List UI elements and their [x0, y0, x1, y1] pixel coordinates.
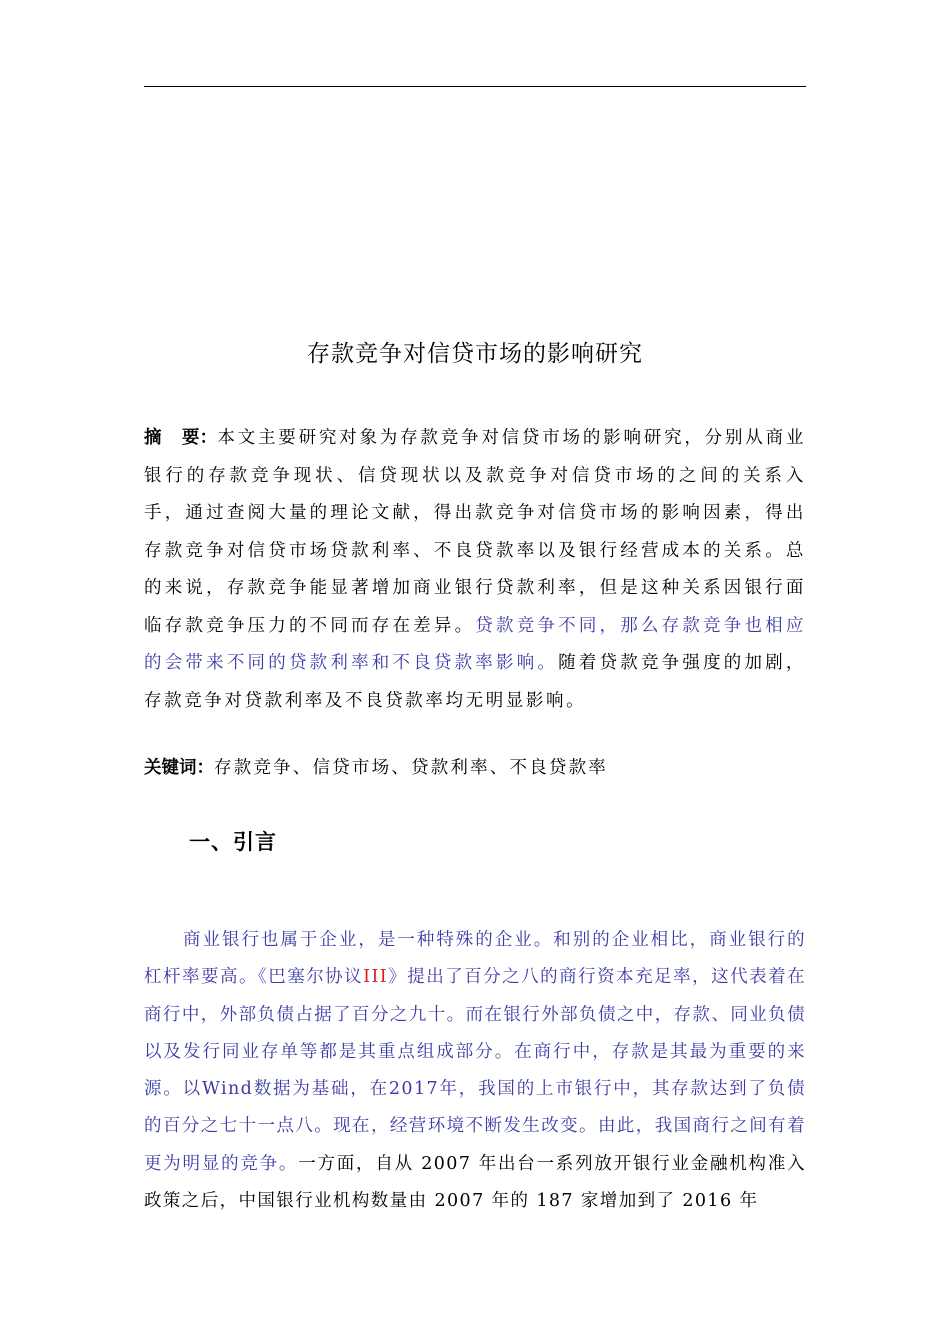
header-rule	[144, 86, 806, 87]
intro-text-red-numeral: III	[363, 967, 389, 988]
abstract-label-part-1: 摘	[144, 428, 162, 448]
intro-text-black: 一方面，自从 2007 年出台一系列放开银行业金融机构准入政策之后，中国银行业机构数量由 2007 年的 187 家增加到了 2016 年	[144, 1153, 807, 1212]
document-title: 存款竞争对信贷市场的影响研究	[307, 341, 643, 367]
intro-text-blue-2: 》提出了百分之八的商行资本充足率，这代表着在商行中，外部负债占据了百分之九十。而在银行外部负债之中，存款、同业负债以及发行同业存单等都是其重点组成部分。在商行中，存款是其最为重要的来源。以Wind数据为基础，在2017年，我国的上市银行中，其存款达到了负债的百分之七十一点八。现在，经营环境不断发生改变。由此，我国商行之间有着更为明显的竞争。	[144, 967, 806, 1174]
section-heading-introduction: 一、引言	[189, 830, 277, 854]
abstract-label-part-2: 要：	[181, 428, 218, 448]
abstract-text-highlight: 贷款竞争不同，那么存款竞争也相应的会带来不同的贷款利率和不良贷款率影响。	[144, 615, 806, 673]
abstract-label	[144, 428, 217, 448]
introduction-paragraph	[144, 922, 806, 1220]
intro-text-blue-1: 商业银行也属于企业，是一种特殊的企业。和别的企业相比，商业银行的杠杆率要高。《巴塞尔协议	[144, 930, 806, 988]
abstract-text-1: 本文主要研究对象为存款竞争对信贷市场的影响研究，分别从商业银行的存款竞争现状、信贷现状以及款竞争对信贷市场的之间的关系入手，通过查阅大量的理论文献，得出款竞争对信贷市场的影响因素，得出存款竞争对信贷市场贷款利率、不良贷款率以及银行经营成本的关系。总的来说，存款竞争能显著增加商业银行贷款利率，但是这种关系因银行面临存款竞争压力的不同而存在差异。	[144, 428, 807, 636]
keywords-label: 关键词：	[144, 758, 214, 778]
abstract-text-2: 随着贷款竞争强度的加剧，存款竞争对贷款利率及不良贷款率均无明显影响。	[144, 653, 807, 711]
abstract-paragraph	[144, 420, 806, 720]
keywords-line	[144, 750, 806, 786]
keywords-text: 存款竞争、信贷市场、贷款利率、不良贷款率	[214, 758, 608, 778]
